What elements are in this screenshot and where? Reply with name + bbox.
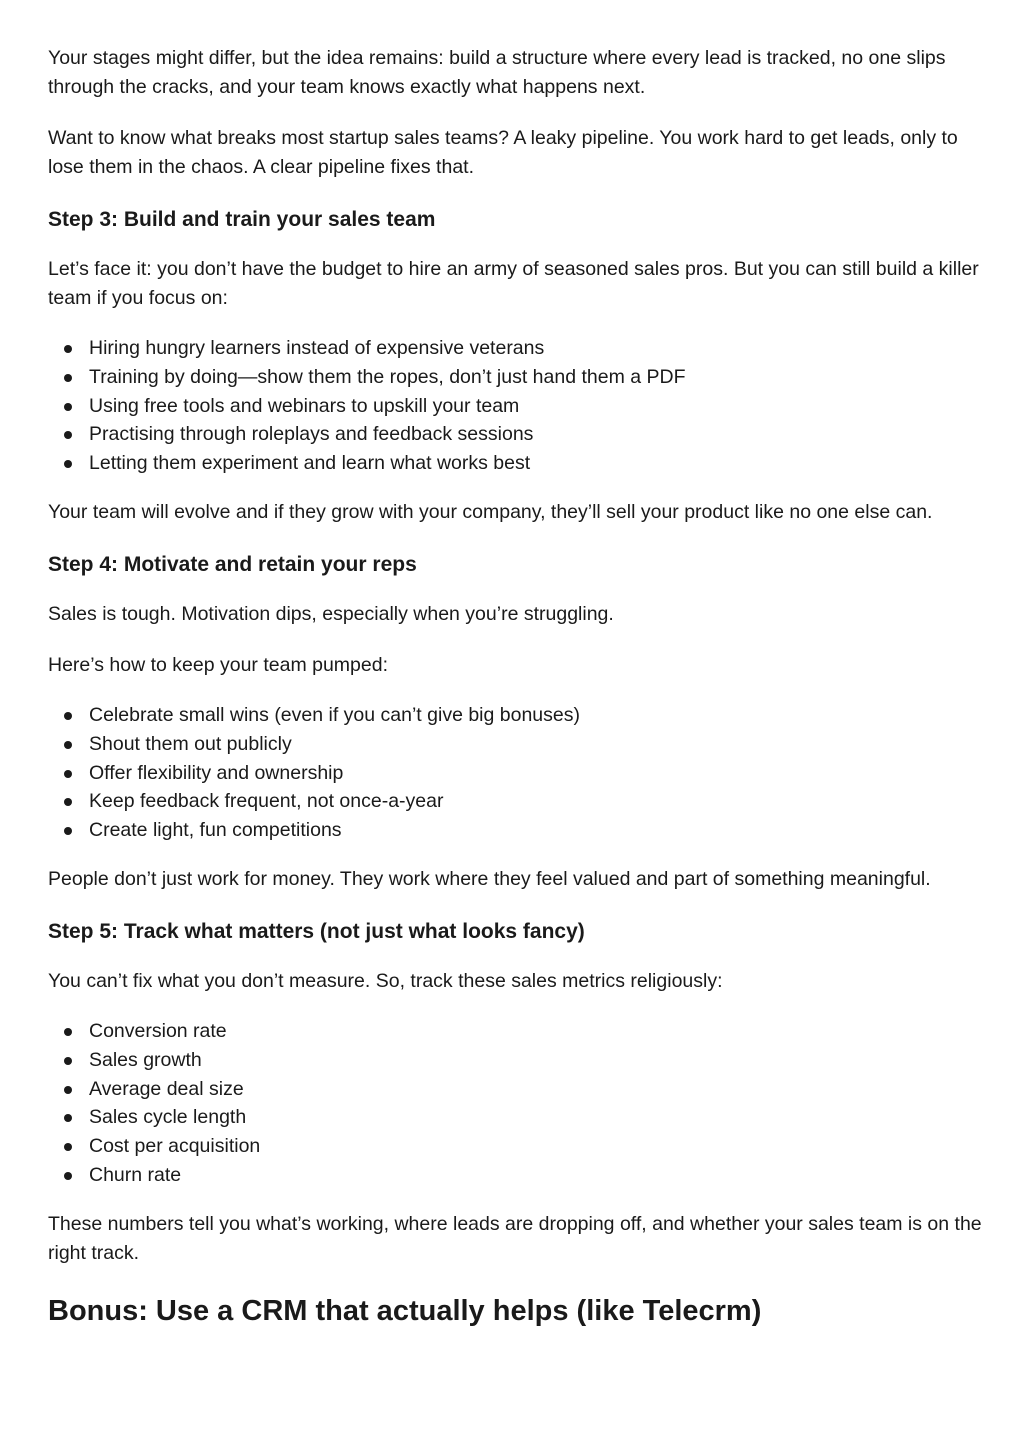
intro-paragraph-1: Your stages might differ, but the idea remains: build a structure where every lead is tracked, no one slips through the cracks, and your team knows exactly what happens next. [48,47,946,98]
list-item [48,1017,988,1046]
bullet-icon [64,403,72,411]
list-item-text: Average deal size [89,1077,244,1100]
bullet-icon [64,1028,72,1036]
intro-paragraph-2: Want to know what breaks most startup sales teams? A leaky pipeline. You work hard to get leads, only to lose them in the chaos. A clear pipeline fixes that. [48,127,958,178]
list-item [48,420,988,449]
bullet-icon [64,770,72,778]
article-body [48,44,988,1330]
step5-outro: These numbers tell you what’s working, where leads are dropping off, and whether your sales team is on the right track. [48,1212,982,1264]
list-item-text: Letting them experiment and learn what works best [89,452,531,475]
list-item-text: Shout them out publicly [89,732,292,755]
list-item [48,334,988,363]
bullet-icon [64,345,72,353]
list-item-text: Cost per acquisition [89,1135,261,1158]
list-item [48,1075,988,1104]
bullet-icon [64,798,72,806]
list-item [48,816,988,845]
list-item-text: Celebrate small wins (even if you can’t give big bonuses) [89,703,580,726]
list-item [48,759,988,788]
bullet-icon [64,712,72,720]
list-item-text: Sales cycle length [89,1106,247,1129]
list-item [48,787,988,816]
list-item [48,701,988,730]
step3-heading: Step 3: Build and train your sales team [48,208,436,231]
list-item-text: Conversion rate [89,1019,227,1042]
bullet-icon [64,431,72,439]
bullet-icon [64,1143,72,1151]
step4-heading: Step 4: Motivate and retain your reps [48,552,417,576]
list-item [48,730,988,759]
step3-list [48,334,988,478]
list-item [48,363,988,392]
list-item [48,1132,988,1161]
step5-heading: Step 5: Track what matters (not just what looks fancy) [48,919,585,943]
bullet-icon [64,1172,72,1180]
list-item [48,449,988,478]
list-item-text: Create light, fun competitions [89,819,342,842]
bullet-icon [64,1057,72,1065]
step4-list [48,701,988,845]
step4-paragraph-2: Here’s how to keep your team pumped: [48,653,388,676]
list-item-text: Training by doing—show them the ropes, don’t just hand them a PDF [89,365,686,388]
bullet-icon [64,741,72,749]
list-item [48,392,988,421]
step5-list [48,1017,988,1190]
step4-paragraph-1: Sales is tough. Motivation dips, especially when you’re struggling. [48,602,614,625]
bonus-heading: Bonus: Use a CRM that actually helps (like Telecrm) [48,1294,762,1327]
list-item [48,1046,988,1075]
step3-intro: Let’s face it: you don’t have the budget to hire an army of seasoned sales pros. But you can still build a killer team if you focus on: [48,258,979,309]
list-item-text: Offer flexibility and ownership [89,761,344,784]
bullet-icon [64,1114,72,1122]
list-item-text: Practising through roleplays and feedback sessions [89,423,534,446]
step3-outro: Your team will evolve and if they grow with your company, they’ll sell your product like no one else can. [48,500,933,523]
step4-outro: People don’t just work for money. They work where they feel valued and part of something meaningful. [48,867,931,890]
list-item [48,1161,988,1190]
list-item-text: Hiring hungry learners instead of expensive veterans [89,337,545,359]
bullet-icon [64,827,72,835]
step5-intro: You can’t fix what you don’t measure. So, track these sales metrics religiously: [48,969,723,992]
bullet-icon [64,460,72,468]
list-item-text: Keep feedback frequent, not once-a-year [89,790,444,813]
list-item-text: Churn rate [89,1163,182,1186]
bullet-icon [64,1086,72,1094]
list-item [48,1103,988,1132]
bullet-icon [64,374,72,382]
list-item-text: Using free tools and webinars to upskill your team [89,394,520,417]
list-item-text: Sales growth [89,1048,202,1071]
